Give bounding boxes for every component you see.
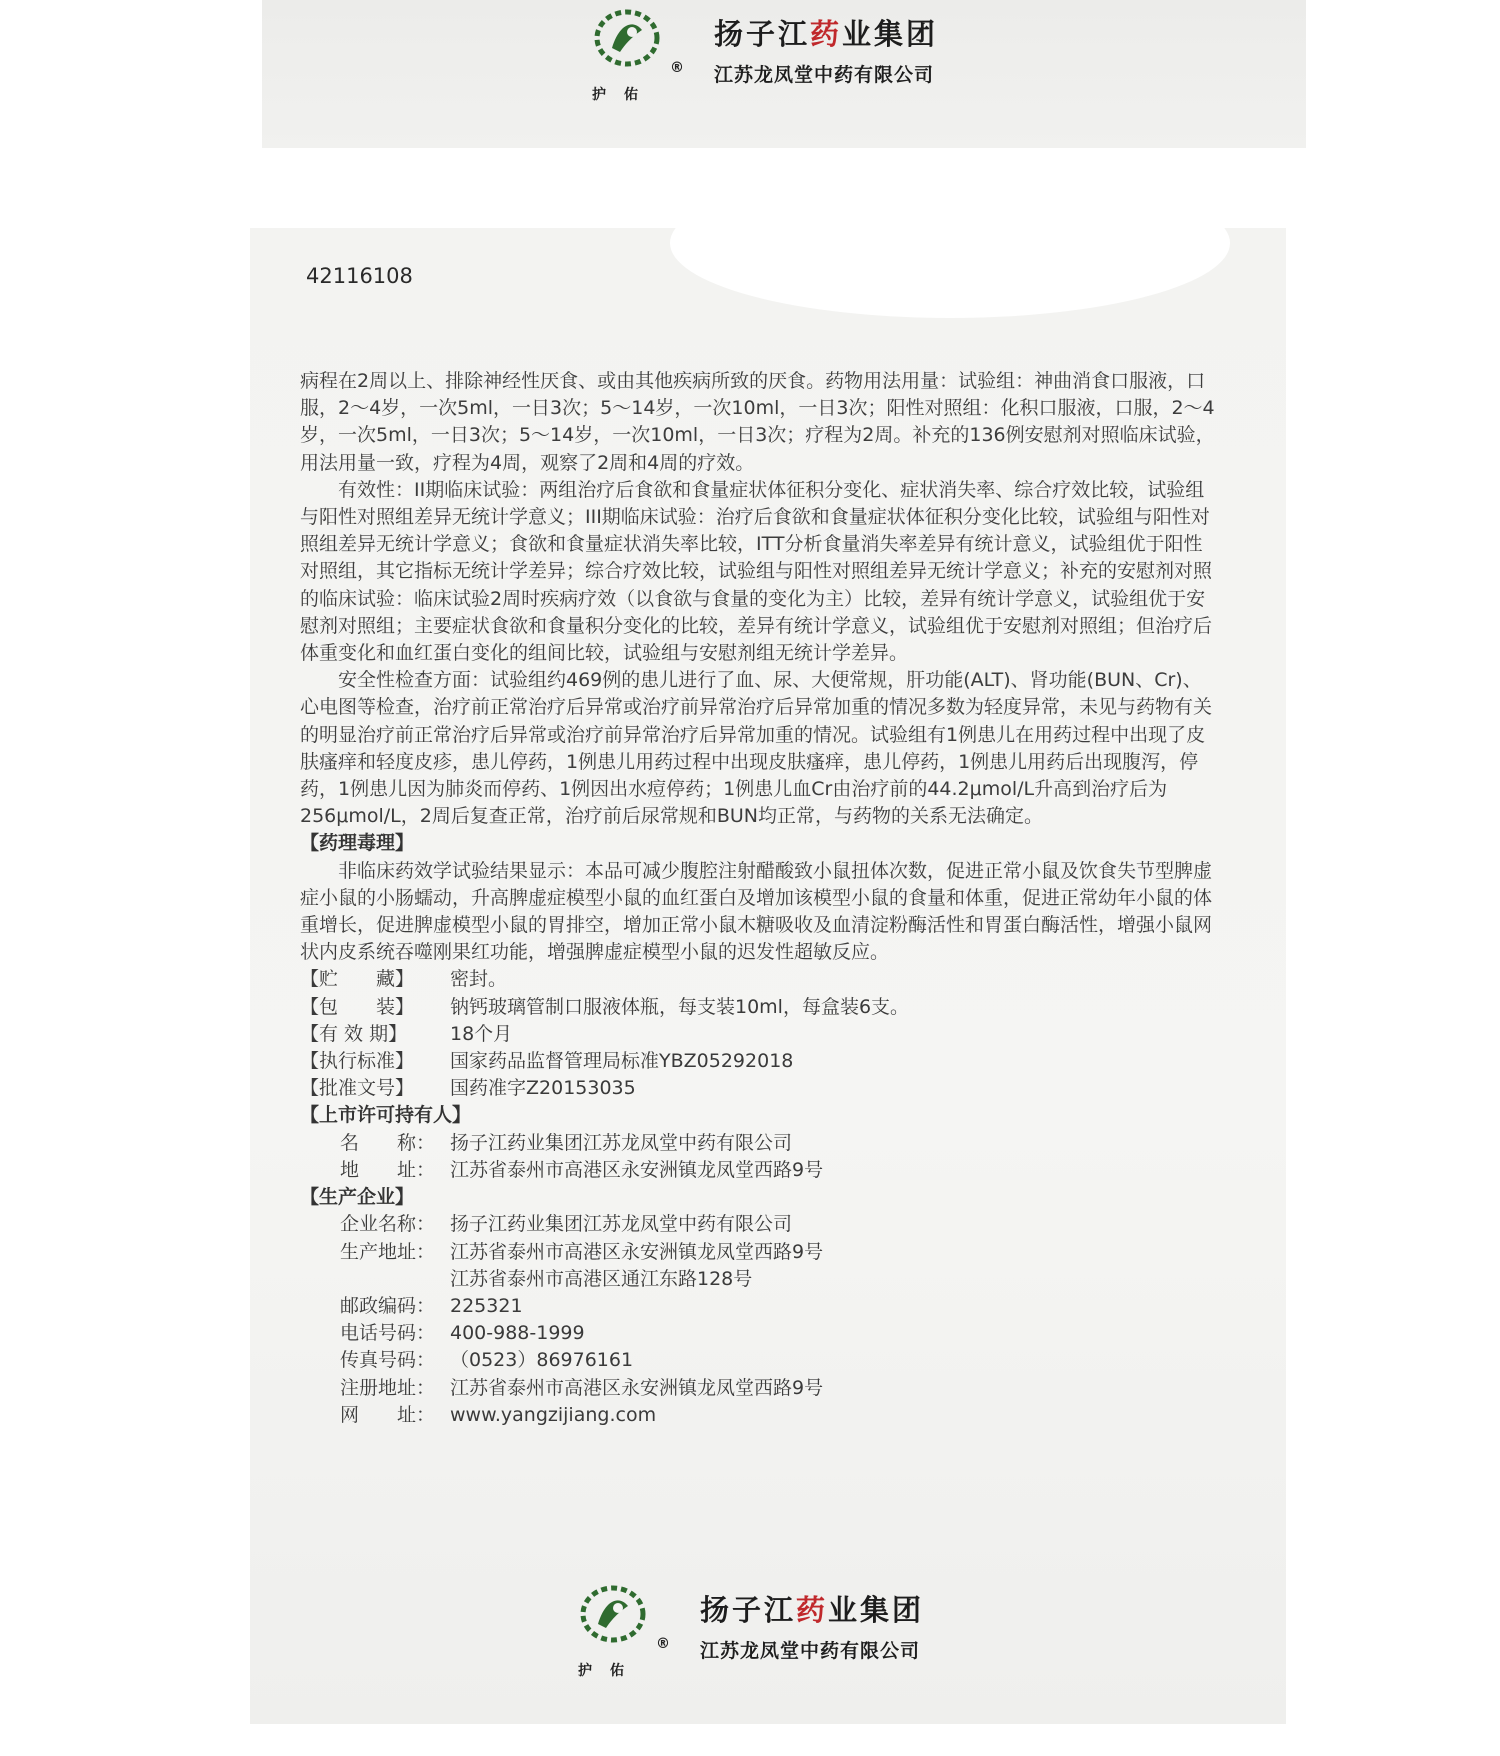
paragraph-safety: 安全性检查方面：试验组约469例的患儿进行了血、尿、大便常规，肝功能(ALT)、肾功能(BUN、Cr)、心电图等检查，治疗前正常治疗后异常或治疗前异常治疗后异常加重的情况多数为轻度异常，未见与药物有关的明显治疗前正常治疗后异常或治疗前异常治疗后异常加重的情况。试验组有1例患儿在用药过程中出现了皮肤瘙痒和轻度皮疹，患儿停药，1例患儿用药过程中出现皮肤瘙痒，患儿停药，1例患儿用药后出现腹泻，停药，1例患儿因为肺炎而停药、1例因出水痘停药；1例患儿血Cr由治疗前的44.2μmol/L升高到治疗后为256μmol/L，2周后复查正常，治疗前后尿常规和BUN均正常，与药物的关系无法确定。 (300, 669, 1213, 828)
maker-website-row: 网 址： www.yangzijiang.com (340, 1403, 657, 1426)
holder-address-row: 地 址： 江苏省泰州市高港区永安洲镇龙凤堂西路9号 (340, 1158, 824, 1181)
group-name: 扬子江药业集团 (700, 1593, 925, 1627)
company-name: 江苏龙凤堂中药有限公司 (700, 1640, 921, 1662)
section-title-manufacturer: 【生产企业】 (300, 1186, 415, 1209)
laurel-emblem-icon (568, 1576, 658, 1646)
field-standard: 【执行标准】 国家药品监督管理局标准YBZ05292018 (300, 1050, 794, 1073)
section-title-holder: 【上市许可持有人】 (300, 1104, 472, 1127)
maker-fax-row: 传真号码： （0523）86976161 (340, 1349, 634, 1372)
maker-phone-row: 电话号码： 400-988-1999 (340, 1322, 585, 1345)
registered-mark: ® (656, 1636, 670, 1652)
field-package: 【包 装】 钠钙玻璃管制口服液体瓶，每支装10ml，每盒装6支。 (300, 995, 910, 1018)
field-approval: 【批准文号】 国药准字Z20153035 (300, 1077, 636, 1100)
maker-address-row-2: 江苏省泰州市高港区通江东路128号 (450, 1267, 753, 1290)
section-title-pharmacology: 【药理毒理】 (300, 832, 415, 855)
field-expiry: 【有 效 期】 18个月 (300, 1022, 513, 1045)
maker-postcode-row: 邮政编码： 225321 (340, 1294, 523, 1317)
registered-mark: ® (670, 60, 684, 76)
top-package-panel (262, 0, 1306, 148)
maker-address-row: 生产地址： 江苏省泰州市高港区永安洲镇龙凤堂西路9号 (340, 1240, 824, 1263)
emblem-text: 护佑 (592, 87, 656, 103)
field-storage: 【贮 藏】 密封。 (300, 968, 508, 991)
company-name: 江苏龙凤堂中药有限公司 (714, 64, 935, 86)
tear-notch (670, 168, 1230, 318)
maker-name-row: 企业名称： 扬子江药业集团江苏龙凤堂中药有限公司 (340, 1213, 793, 1236)
batch-code: 42116108 (306, 264, 413, 288)
laurel-emblem-icon (582, 0, 672, 70)
paragraph-efficacy: 有效性：II期临床试验：两组治疗后食欲和食量症状体征积分变化、症状消失率、综合疗效比较，试验组与阳性对照组差异无统计学意义；III期临床试验：治疗后食欲和食量症状体征积分变化比较，试验组与阳性对照组差异无统计学意义；食欲和食量症状消失率比较，ITT分析食量消失率差异有统计意义，试验组优于阳性对照组，其它指标无统计学差异；综合疗效比较，试验组与阳性对照组差异无统计学意义；补充的安慰剂对照的临床试验：临床试验2周时疾病疗效（以食欲与食量的变化为主）比较，差异有统计学意义，试验组优于安慰剂对照组；主要症状食欲和食量积分变化的比较，差异有统计学意义，试验组优于安慰剂对照组；但治疗后体重变化和血红蛋白变化的组间比较，试验组与安慰剂组无统计学差异。 (300, 478, 1213, 665)
group-name: 扬子江药业集团 (714, 17, 939, 51)
holder-name-row: 名 称： 扬子江药业集团江苏龙凤堂中药有限公司 (340, 1131, 793, 1154)
emblem-text: 护佑 (578, 1663, 642, 1679)
leaflet-panel (250, 228, 1286, 1724)
paragraph-pharmacology: 非临床药效学试验结果显示：本品可减少腹腔注射醋酸致小鼠扭体次数，促进正常小鼠及饮食失节型脾虚症小鼠的小肠蠕动，升高脾虚症模型小鼠的血红蛋白及增加该模型小鼠的食量和体重，促进正常幼年小鼠的体重增长，促进脾虚模型小鼠的胃排空，增加正常小鼠木糖吸收及血清淀粉酶活性和胃蛋白酶活性，增强小鼠网状内皮系统吞噬刚果红功能，增强脾虚症模型小鼠的迟发性超敏反应。 (300, 859, 1213, 964)
leaflet-body (300, 368, 1220, 1429)
maker-reg-address-row: 注册地址： 江苏省泰州市高港区永安洲镇龙凤堂西路9号 (340, 1376, 824, 1399)
paragraph-usage: 病程在2周以上、排除神经性厌食、或由其他疾病所致的厌食。药物用法用量：试验组：神曲消食口服液，口服，2～4岁，一次5ml，一日3次；5～14岁，一次10ml，一日3次；阳性对照组：化积口服液，口服，2～4岁，一次5ml，一日3次；5～14岁，一次10ml，一日3次；疗程为2周。补充的136例安慰剂对照临床试验，用法用量一致，疗程为4周，观察了2周和4周的疗效。 (300, 370, 1215, 474)
